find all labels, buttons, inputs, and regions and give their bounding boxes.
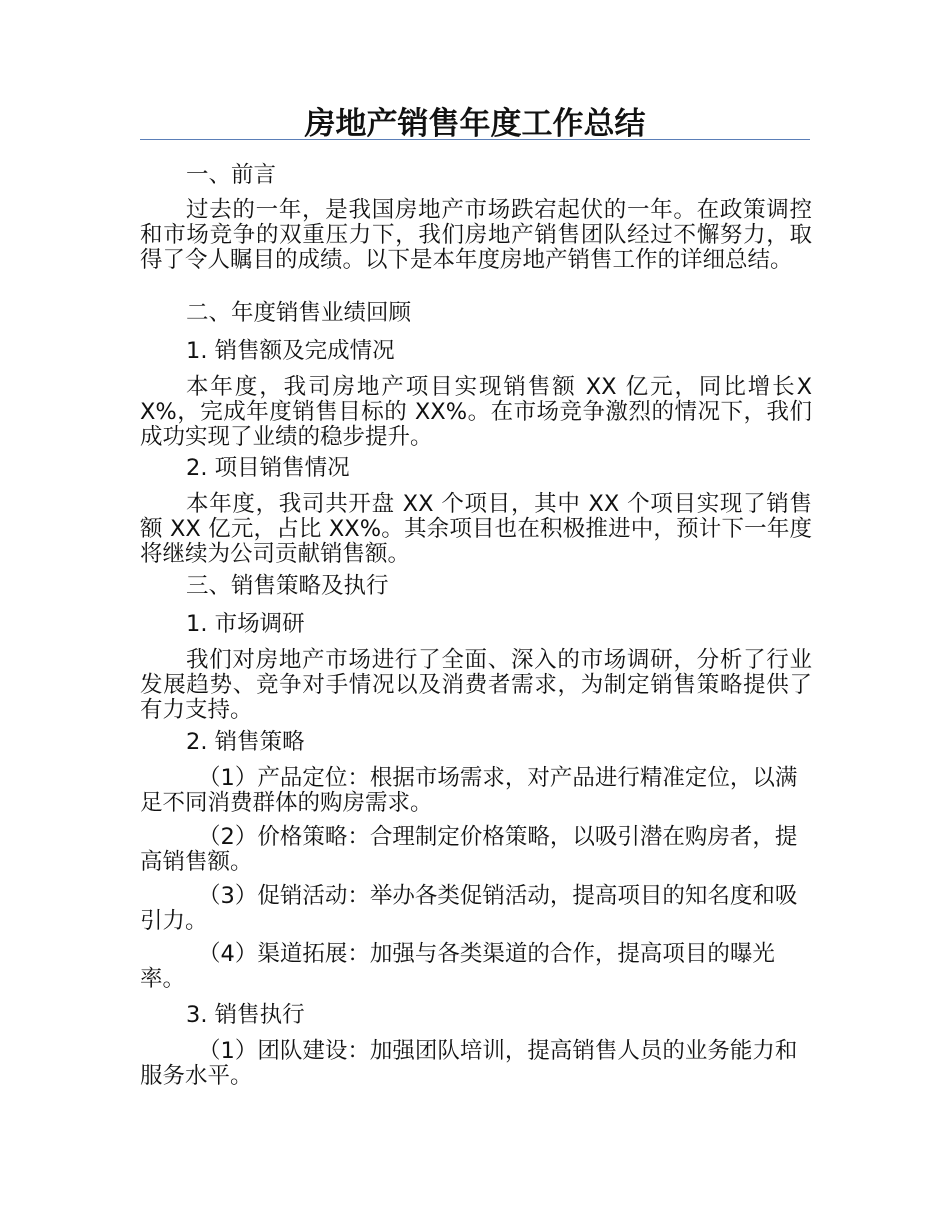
paragraph-sales-amount: 本年度，我司房地产项目实现销售额 XX 亿元，同比增长XX%，完成年度销售目标的 XX%。在市场竞争激烈的情况下，我们成功实现了业绩的稳步提升。 xyxy=(140,374,812,450)
list-item-promotion: （3）促销活动：举办各类促销活动，提高项目的知名度和吸引力。 xyxy=(140,883,798,934)
subheading-sales-strategy: 2. 销售策略 xyxy=(186,729,305,755)
title-underline xyxy=(140,139,810,140)
section-heading-strategy: 三、销售策略及执行 xyxy=(186,573,389,599)
paragraph-preface: 过去的一年，是我国房地产市场跌宕起伏的一年。在政策调控和市场竞争的双重压力下，我们房地产销售团队经过不懈努力，取得了令人瞩目的成绩。以下是本年度房地产销售工作的详细总结。 xyxy=(140,197,812,273)
list-item-team-building: （1）团队建设：加强团队培训，提高销售人员的业务能力和服务水平。 xyxy=(140,1038,798,1089)
section-heading-preface: 一、前言 xyxy=(186,162,277,188)
list-item-product-positioning: （1）产品定位：根据市场需求，对产品进行精准定位，以满足不同消费群体的购房需求。 xyxy=(140,765,798,816)
subheading-market-research: 1. 市场调研 xyxy=(186,611,305,637)
list-item-channel-expansion: （4）渠道拓展：加强与各类渠道的合作，提高项目的曝光率。 xyxy=(140,941,775,992)
list-item-price-strategy: （2）价格策略：合理制定价格策略，以吸引潜在购房者，提高销售额。 xyxy=(140,824,798,875)
subheading-project-sales: 2. 项目销售情况 xyxy=(186,455,350,481)
document-title: 房地产销售年度工作总结 xyxy=(304,106,646,142)
paragraph-project-sales: 本年度，我司共开盘 XX 个项目，其中 XX 个项目实现了销售额 XX 亿元，占比 XX%。其余项目也在积极推进中，预计下一年度将继续为公司贡献销售额。 xyxy=(140,491,812,567)
paragraph-market-research: 我们对房地产市场进行了全面、深入的市场调研，分析了行业发展趋势、竞争对手情况以及消费者需求，为制定销售策略提供了有力支持。 xyxy=(140,647,812,723)
section-heading-review: 二、年度销售业绩回顾 xyxy=(186,300,412,326)
subheading-sales-execution: 3. 销售执行 xyxy=(186,1002,305,1028)
subheading-sales-amount: 1. 销售额及完成情况 xyxy=(186,338,395,364)
